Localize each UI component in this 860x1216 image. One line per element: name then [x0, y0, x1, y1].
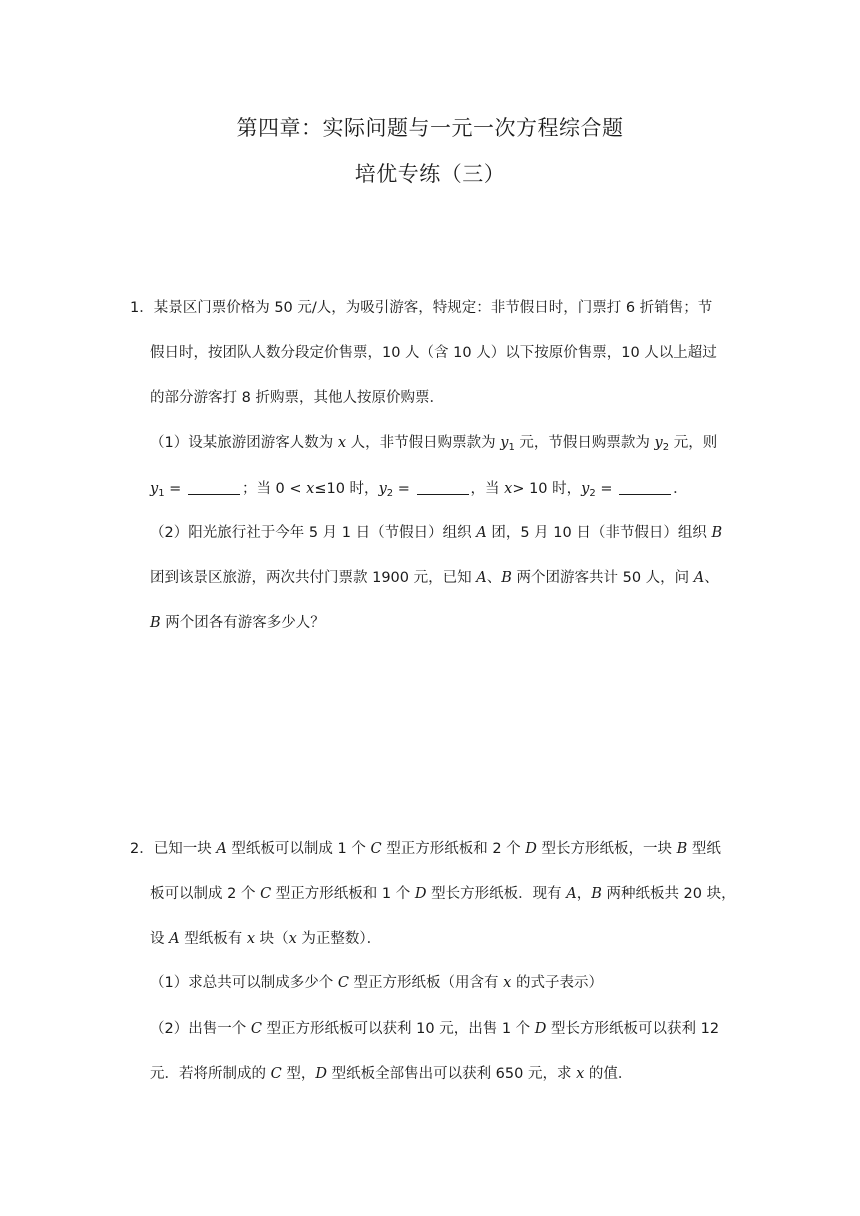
subscript: 2	[386, 488, 394, 499]
subscript: 1	[508, 442, 515, 453]
text: 的值．	[584, 1066, 633, 1082]
var: D	[414, 886, 427, 902]
q1-line-3: 的部分游客打 8 折购票，其他人按原价购票．	[150, 390, 444, 406]
text: （1）设某旅游团游客人数为	[150, 435, 338, 451]
text: ，	[576, 886, 592, 902]
var: B	[150, 615, 161, 631]
var: x	[337, 435, 347, 451]
text: 型纸板可以制成 1 个	[226, 841, 371, 857]
subscript: 2	[589, 488, 596, 499]
chapter-title: 第四章：实际问题与一元一次方程综合题	[236, 116, 624, 140]
text: 元，节假日购票款为	[514, 435, 655, 451]
text: ，当	[470, 481, 505, 497]
q1-line-1: 1．某景区门票价格为 50 元/人，为吸引游客，特规定：非节假日时，门票打 6 折销售；节	[130, 300, 713, 316]
var: x	[503, 975, 512, 991]
var: y	[500, 435, 509, 451]
var: y	[581, 481, 590, 497]
subscript: 2	[662, 442, 670, 453]
text: 型长方形纸板，一块	[536, 841, 677, 857]
text: 型正方形纸板和 1 个	[271, 886, 415, 902]
answer-blank-3	[619, 480, 671, 495]
text: 型长方形纸板可以获利 12	[546, 1021, 720, 1037]
subscript: 1	[158, 488, 165, 499]
var: A	[476, 570, 487, 586]
text: > 10 时，	[512, 481, 582, 497]
var: A	[476, 525, 487, 541]
var: y	[150, 481, 159, 497]
answer-blank-2	[417, 480, 469, 495]
var: C	[337, 975, 349, 991]
var: B	[591, 886, 602, 902]
text: 、	[486, 570, 502, 586]
text: 人，非节假日购票款为	[346, 435, 501, 451]
text: 2．已知一块	[130, 841, 217, 857]
var: x	[306, 481, 315, 497]
var: D	[315, 1066, 327, 1082]
var: C	[250, 1021, 262, 1037]
q1-part-1-line-1	[150, 433, 717, 453]
var: A	[216, 841, 227, 857]
text: 为正整数）．	[296, 931, 382, 947]
text: 块（	[255, 931, 289, 947]
text: 型纸板全部售出可以获利 650 元，求	[326, 1066, 577, 1082]
text: （1）求总共可以制成多少个	[150, 975, 338, 991]
text: ．	[673, 481, 688, 497]
var: C	[370, 841, 382, 857]
text: 型正方形纸板（用含有	[348, 975, 504, 991]
text: （2）出售一个	[150, 1021, 251, 1037]
text: 型正方形纸板可以获利 10 元，出售 1 个	[261, 1021, 535, 1037]
text: 元，则	[669, 435, 718, 451]
text: 两个团游客共计 50 人，问	[511, 570, 694, 586]
text: ≤10 时，	[314, 481, 379, 497]
worksheet-subtitle: 培优专练（三）	[354, 162, 506, 186]
var: B	[501, 570, 512, 586]
var: A	[693, 570, 705, 586]
var: x	[246, 931, 255, 947]
var: D	[525, 841, 537, 857]
text: 型纸板有	[179, 931, 247, 947]
q1-part-1-line-2	[150, 479, 688, 499]
text: =	[595, 481, 618, 497]
q2-line-1	[130, 839, 721, 859]
text: 型，	[281, 1066, 316, 1082]
var: C	[260, 886, 272, 902]
q1-line-2: 假日时，按团队人数分段定价售票，10 人（含 10 人）以下按原价售票，10 人以上超过	[150, 345, 717, 361]
var: C	[270, 1066, 282, 1082]
text: （2）阳光旅行社于今年 5 月 1 日（节假日）组织	[150, 525, 477, 541]
var: x	[576, 1066, 585, 1082]
text: ；当 0 <	[241, 481, 307, 497]
text: 型长方形纸板．现有	[426, 886, 567, 902]
text: 设	[150, 931, 170, 947]
text: 两个团各有游客多少人？	[160, 615, 325, 631]
var: A	[169, 931, 180, 947]
var: A	[566, 886, 577, 902]
text: 元．若将所制成的	[150, 1066, 271, 1082]
text: 板可以制成 2 个	[150, 886, 261, 902]
var: x	[504, 481, 513, 497]
var: B	[676, 841, 688, 857]
text: 型纸	[687, 841, 721, 857]
var: y	[378, 481, 387, 497]
text: =	[393, 481, 415, 497]
q2-part-2-line-2	[150, 1064, 632, 1084]
q1-part-2-line-1	[150, 523, 722, 543]
var: D	[534, 1021, 547, 1037]
var: x	[288, 931, 297, 947]
q2-part-1	[150, 973, 603, 993]
var: B	[711, 525, 723, 541]
text: =	[164, 481, 186, 497]
text: 团到该景区旅游，两次共付门票款 1900 元，已知	[150, 570, 477, 586]
text: 团，5 月 10 日（非节假日）组织	[486, 525, 712, 541]
q2-part-2-line-1	[150, 1019, 719, 1039]
var: y	[654, 435, 663, 451]
text: 型正方形纸板和 2 个	[381, 841, 526, 857]
text: 两种纸板共 20 块，	[601, 886, 736, 902]
answer-blank-1	[188, 480, 240, 495]
q2-line-2	[150, 884, 736, 904]
text: 、	[704, 570, 719, 586]
q2-line-3	[150, 929, 381, 949]
text: 的式子表示）	[511, 975, 603, 991]
q1-part-2-line-3	[150, 613, 325, 633]
q1-part-2-line-2	[150, 568, 719, 588]
